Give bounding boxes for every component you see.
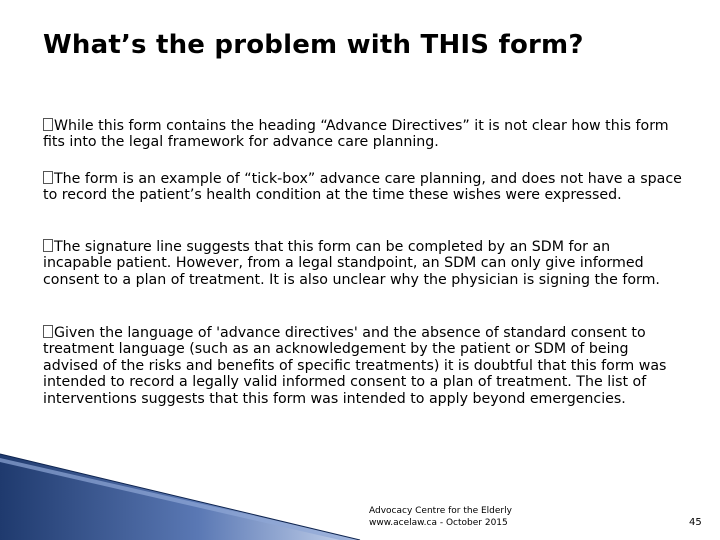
bullet-box-icon — [43, 118, 53, 131]
bullet-text: The form is an example of “tick-box” advance care planning, and does not have a space to record the patient’s health condition at the time these wishes were expressed. — [43, 171, 682, 204]
bullet-item — [43, 118, 683, 151]
bullet-text: The signature line suggests that this form can be completed by an SDM for an incapable patient. However, from a legal standpoint, an SDM can only give informed consent to a plan of treatment. It is also unclear why the physician is signing the form. — [43, 239, 660, 288]
bullet-box-icon — [43, 325, 53, 338]
bullet-text: Given the language of 'advance directives' and the absence of standard consent to treatment language (such as an acknowledgement by the patient or SDM of being advised of the risks and benefits of specific treatments) it is doubtful that this form was intended to record a legally valid informed consent to a plan of treatment. The list of interventions suggests that this form was intended to apply beyond emergencies. — [43, 325, 667, 407]
decorative-wedge — [0, 440, 720, 540]
page-number: 45 — [689, 517, 702, 528]
footer-website-date: www.acelaw.ca - October 2015 — [369, 518, 508, 528]
bullet-item — [43, 239, 683, 288]
bullet-box-icon — [43, 239, 53, 252]
bullet-box-icon — [43, 171, 53, 184]
footer — [369, 505, 512, 529]
bullet-item — [43, 325, 683, 407]
bullet-text: While this form contains the heading “Advance Directives” it is not clear how this form fits into the legal framework for advance care planning. — [43, 118, 669, 151]
slide-title: What’s the problem with THIS form? — [43, 30, 584, 60]
bullet-item — [43, 171, 683, 204]
footer-organization: Advocacy Centre for the Elderly — [369, 506, 512, 516]
